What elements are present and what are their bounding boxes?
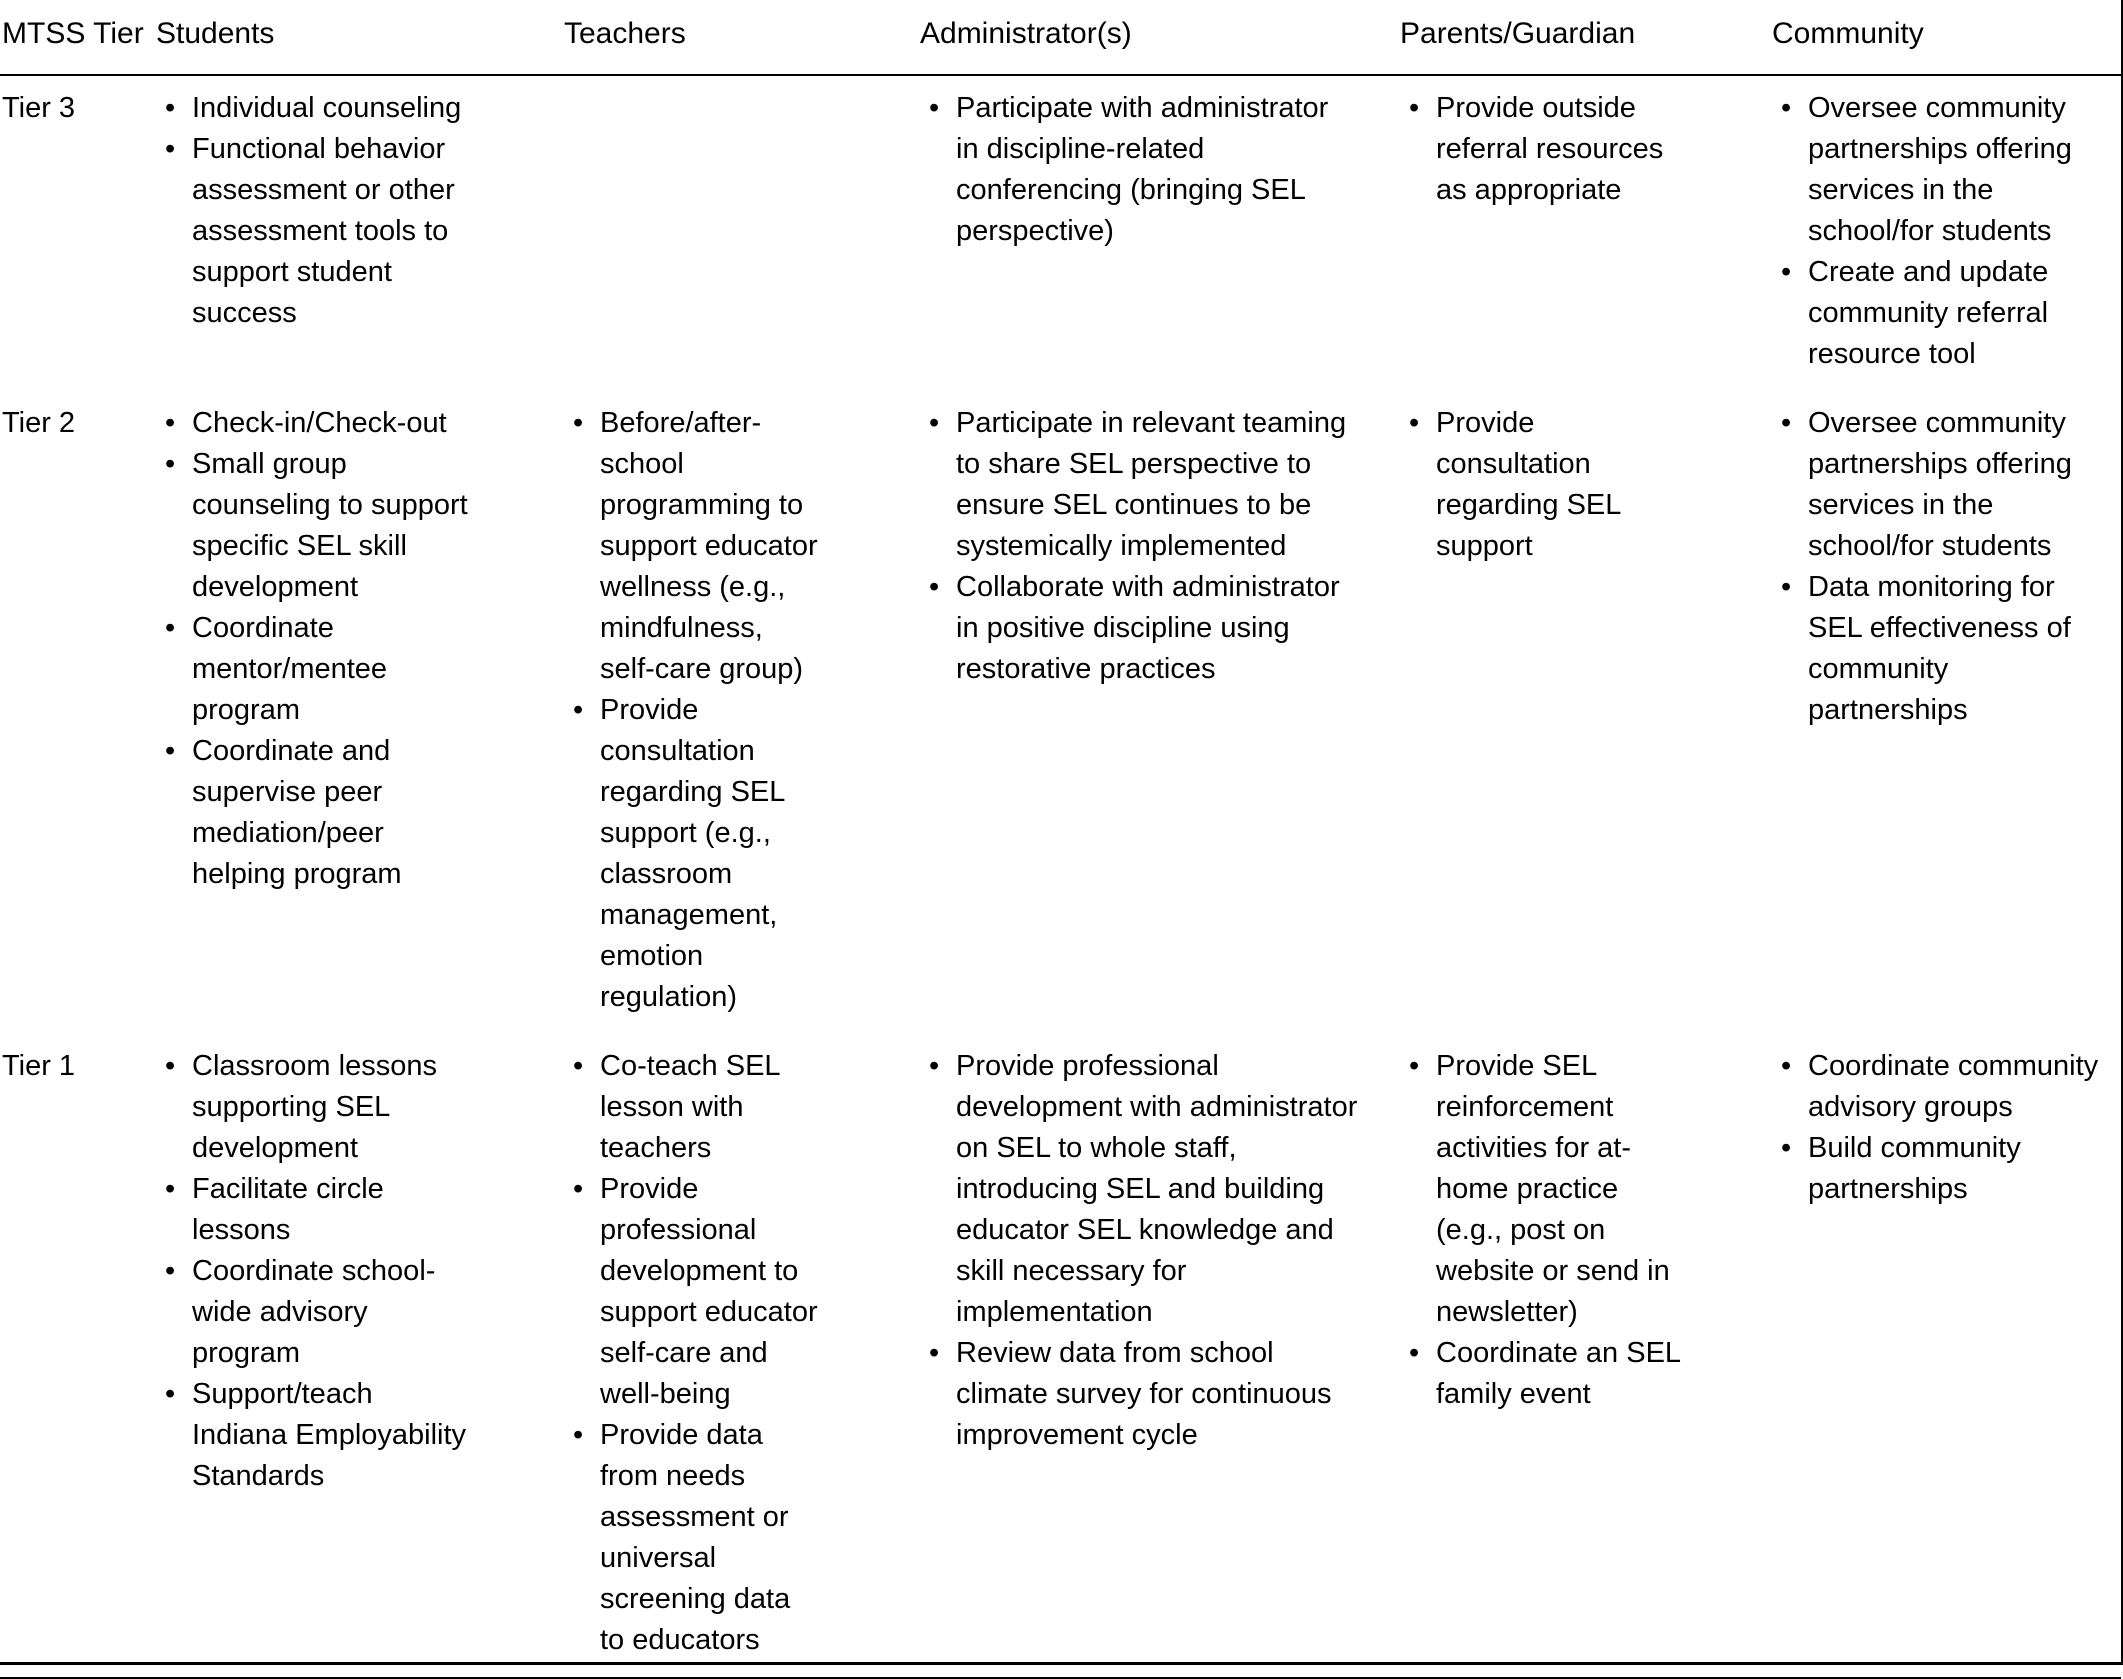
column-header-community: Community (1772, 17, 1924, 50)
bullet-icon (1400, 1046, 1436, 1087)
bullet-icon (156, 1251, 192, 1292)
bullet-icon (156, 608, 192, 649)
list-item-text: Functional behavior assessment or other assessment tools to support student success (192, 133, 455, 329)
list-item (1400, 1046, 1758, 1333)
list-item-text: Oversee community partnerships offering services in the school/for students (1808, 407, 2072, 562)
bullet-icon (564, 403, 600, 444)
table-header (0, 0, 2121, 76)
list-item (564, 1046, 906, 1169)
bullet-list (1400, 403, 1758, 567)
list-item (156, 1251, 550, 1374)
bullet-icon (920, 1046, 956, 1087)
cell-teachers (558, 88, 914, 375)
bullet-icon (564, 1415, 600, 1456)
cell-administrator-s (914, 403, 1394, 1018)
list-item (1772, 567, 2115, 731)
cell-parents-guardian (1394, 403, 1766, 1018)
list-item (156, 129, 550, 334)
list-item (564, 1415, 906, 1661)
list-item-text: Co-teach SEL lesson with teachers (600, 1050, 780, 1164)
list-item-text: Create and update community referral resource tool (1808, 256, 2049, 370)
cell-community (1766, 1046, 2123, 1661)
column-header-administrators: Administrator(s) (920, 17, 1132, 50)
bullet-icon (156, 403, 192, 444)
cell-community (1766, 403, 2123, 1018)
bullet-icon (1772, 88, 1808, 129)
bullet-list (156, 403, 550, 895)
bullet-list (156, 88, 550, 334)
list-item-text: Provide data from needs assessment or universal screening data to educators (600, 1419, 791, 1656)
list-item-text: Oversee community partnerships offering services in the school/for students (1808, 92, 2072, 247)
list-item (1400, 88, 1758, 211)
bullet-icon (920, 88, 956, 129)
bullet-icon (920, 1333, 956, 1374)
cell-students (150, 1046, 558, 1661)
bullet-icon (156, 731, 192, 772)
list-item (156, 444, 550, 608)
bullet-icon (1772, 252, 1808, 293)
table-row (0, 76, 2121, 391)
cell-students (150, 88, 558, 375)
list-item-text: Support/teach Indiana Employability Standards (192, 1378, 467, 1492)
bullet-icon (1400, 1333, 1436, 1374)
list-item-text: Coordinate an SEL family event (1436, 1337, 1680, 1410)
tier-label: Tier 3 (2, 92, 76, 124)
tier-label: Tier 2 (2, 407, 76, 439)
bullet-icon (1772, 1046, 1808, 1087)
bullet-icon (156, 1169, 192, 1210)
bullet-icon (1772, 403, 1808, 444)
list-item-text: Facilitate circle lessons (192, 1173, 384, 1246)
bullet-list (1772, 88, 2115, 375)
bullet-icon (564, 1046, 600, 1087)
list-item (1400, 403, 1758, 567)
list-item (920, 403, 1386, 567)
table-row (0, 391, 2121, 1034)
cell-community (1766, 88, 2123, 375)
list-item (1772, 88, 2115, 252)
bullet-icon (156, 1046, 192, 1087)
bullet-list (1400, 88, 1758, 211)
list-item (156, 1046, 550, 1169)
list-item (156, 731, 550, 895)
table-row (0, 1034, 2121, 1677)
column-header-parents-guardian: Parents/Guardian (1400, 17, 1636, 50)
bullet-list (920, 403, 1386, 690)
bullet-list (1772, 1046, 2115, 1210)
cell-administrator-s (914, 1046, 1394, 1661)
bullet-list (920, 88, 1386, 252)
bullet-icon (156, 129, 192, 170)
list-item (920, 1333, 1386, 1456)
column-header-teachers: Teachers (564, 17, 686, 50)
bullet-icon (1772, 567, 1808, 608)
list-item (920, 1046, 1386, 1333)
list-item (1772, 252, 2115, 375)
bullet-icon (1400, 403, 1436, 444)
bullet-icon (920, 403, 956, 444)
list-item-text: Provide professional development with administrator on SEL to whole staff, introducing SEL and building educator SEL knowledge and skill necessary for implementation (956, 1050, 1358, 1328)
list-item-text: Individual counseling (192, 92, 462, 124)
cell-parents-guardian (1394, 1046, 1766, 1661)
list-item-text: Before/after-school programming to support educator wellness (e.g., mindfulness, self-care group) (600, 407, 818, 685)
list-item (1772, 1128, 2115, 1210)
list-item-text: Classroom lessons supporting SEL development (192, 1050, 437, 1164)
list-item-text: Provide professional development to support educator self-care and well-being (600, 1173, 818, 1410)
bullet-list (1400, 1046, 1758, 1415)
list-item (564, 690, 906, 1018)
bullet-icon (564, 1169, 600, 1210)
list-item-text: Coordinate and supervise peer mediation/peer helping program (192, 735, 402, 890)
bullet-list (564, 1046, 906, 1661)
list-item (920, 567, 1386, 690)
list-item (920, 88, 1386, 252)
cell-administrator-s (914, 88, 1394, 375)
column-header-mtss-tier: MTSS Tier (2, 17, 144, 50)
list-item-text: Provide outside referral resources as appropriate (1436, 92, 1664, 206)
list-item-text: Data monitoring for SEL effectiveness of community partnerships (1808, 571, 2071, 726)
bullet-icon (156, 444, 192, 485)
column-header-students: Students (156, 17, 275, 50)
cell-parents-guardian (1394, 88, 1766, 375)
list-item (564, 1169, 906, 1415)
list-item (1772, 1046, 2115, 1128)
bullet-list (564, 403, 906, 1018)
list-item-text: Participate with administrator in discipline-related conferencing (bringing SEL perspective) (956, 92, 1329, 247)
bullet-icon (156, 88, 192, 129)
list-item (156, 608, 550, 731)
list-item-text: Collaborate with administrator in positive discipline using restorative practices (956, 571, 1340, 685)
list-item-text: Participate in relevant teaming to share SEL perspective to ensure SEL continues to be systemically implemented (956, 407, 1347, 562)
bullet-icon (920, 567, 956, 608)
list-item (564, 403, 906, 690)
list-item (156, 1374, 550, 1497)
list-item-text: Provide consultation regarding SEL support (e.g., classroom management, emotion regulation) (600, 694, 785, 1013)
list-item-text: Coordinate community advisory groups (1808, 1050, 2099, 1123)
list-item (1400, 1333, 1758, 1415)
list-item-text: Small group counseling to support specific SEL skill development (192, 448, 468, 603)
cell-students (150, 403, 558, 1018)
list-item-text: Coordinate school-wide advisory program (192, 1255, 436, 1369)
list-item-text: Review data from school climate survey for continuous improvement cycle (956, 1337, 1332, 1451)
list-item-text: Coordinate mentor/mentee program (192, 612, 388, 726)
bullet-icon (564, 690, 600, 731)
list-item (156, 403, 550, 444)
bullet-list (156, 1046, 550, 1497)
bullet-icon (1400, 88, 1436, 129)
cell-teachers (558, 403, 914, 1018)
bullet-list (920, 1046, 1386, 1456)
bullet-list (1772, 403, 2115, 731)
list-item-text: Provide SEL reinforcement activities for at-home practice (e.g., post on website or send in newsletter) (1436, 1050, 1670, 1328)
list-item (1772, 403, 2115, 567)
cell-teachers (558, 1046, 914, 1661)
list-item (156, 1169, 550, 1251)
list-item-text: Check-in/Check-out (192, 407, 447, 439)
table-body (0, 76, 2121, 1679)
bullet-icon (1772, 1128, 1808, 1169)
list-item-text: Provide consultation regarding SEL support (1436, 407, 1621, 562)
tier-label: Tier 1 (2, 1050, 76, 1082)
list-item-text: Build community partnerships (1808, 1132, 2021, 1205)
bullet-icon (156, 1374, 192, 1415)
list-item (156, 88, 550, 129)
